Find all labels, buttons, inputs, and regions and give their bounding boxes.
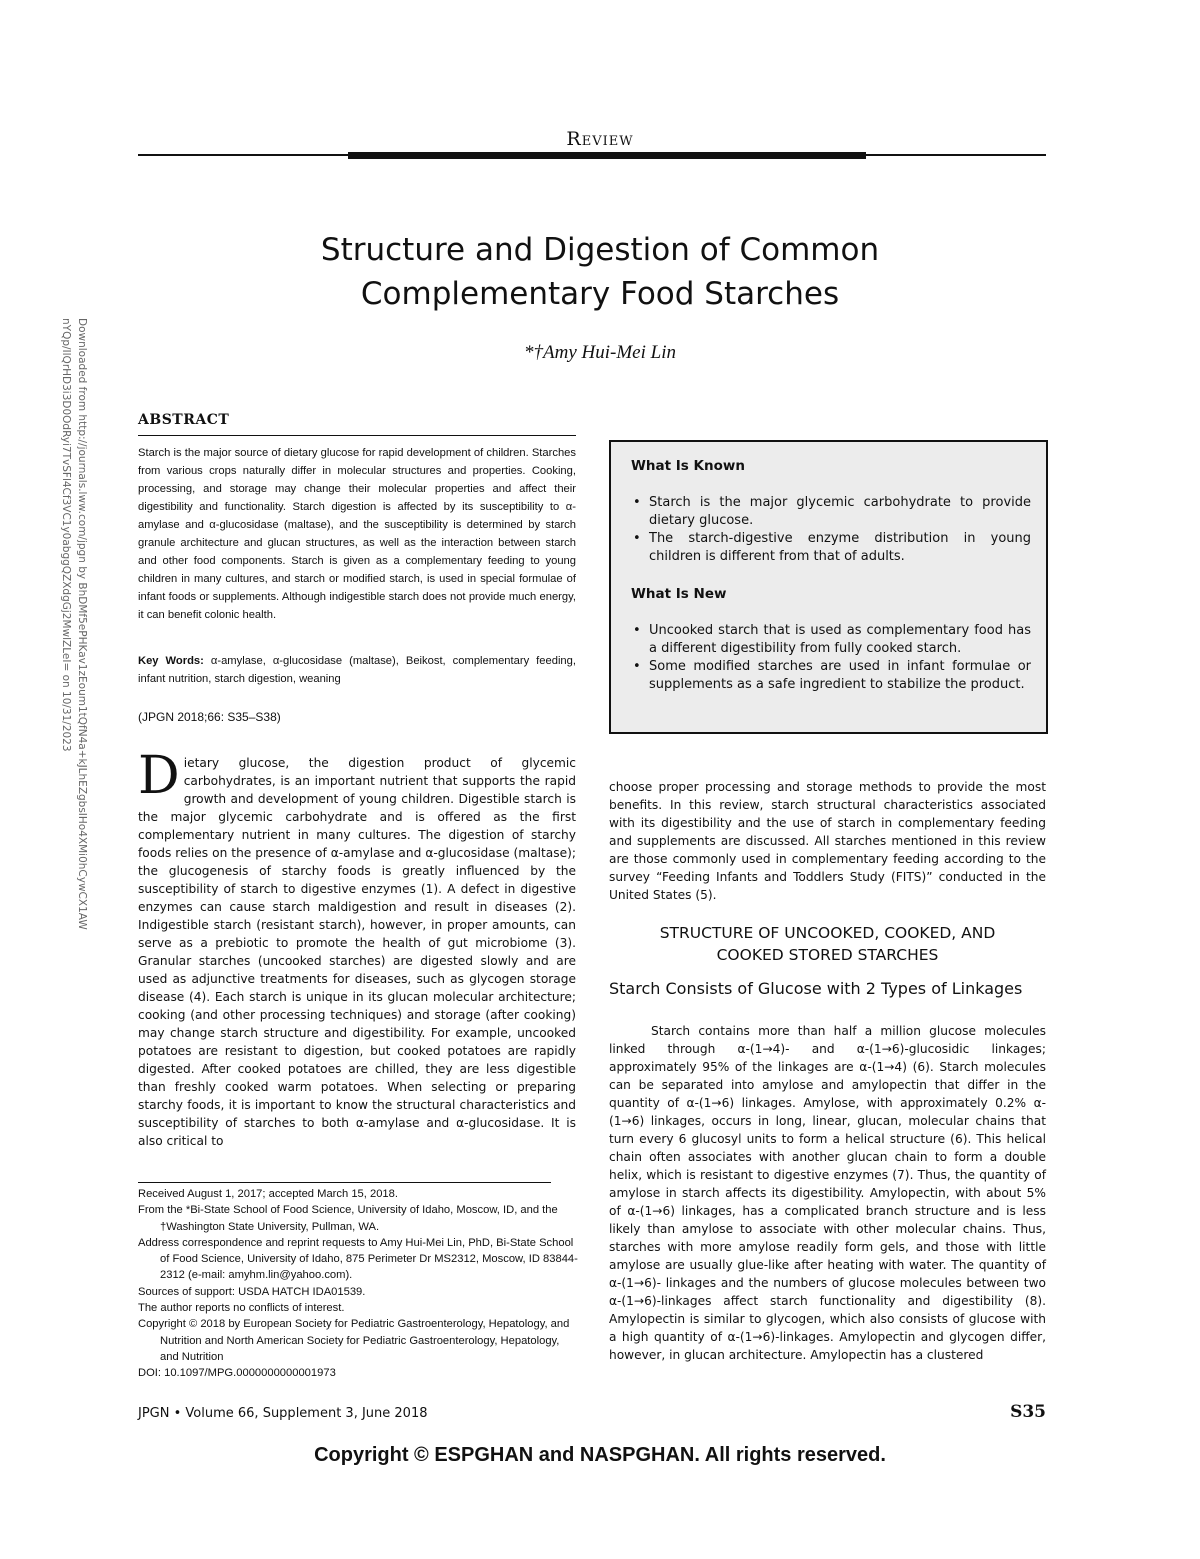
what-is-new-heading: What Is New [631,586,727,602]
footnotes [138,1186,578,1382]
footnote-rule [138,1182,551,1183]
journal-footer: JPGN • Volume 66, Supplement 3, June 2018 [138,1406,428,1421]
new-item: • Uncooked starch that is used as complementary food has a different digestibility from fully cooked starch. [631,622,1031,658]
footnote-correspondence: Address correspondence and reprint requests to Amy Hui-Mei Lin, PhD, Bi-State School of Food Science, University of Idaho, 875 Perimeter Dr MS2312, Moscow, ID 83844-2312 (e-mail: amyhm.lin@yahoo.com). [138,1236,578,1282]
author: *†Amy Hui-Mei Lin [524,342,676,363]
download-notice-line-2: nYQp/IlQrHD3i3D0OdRyi7TvSFl4Cf3VC1y0abggQZXdgGj2MwlZLeI= on 10/31/2023 [60,318,72,752]
intro-paragraph [138,746,576,1150]
footnote-doi: DOI: 10.1097/MPG.0000000000001973 [138,1367,336,1380]
citation: (JPGN 2018;66: S35–S38) [138,710,281,724]
abstract-text: Starch is the major source of dietary glucose for rapid development of children. Starches from various crops naturally differ in molecular structures and properties. Cooking, processing, and storage may change their molecular properties and affect their digestibility and functionality. Starch digestion is affected by its susceptibility to α-amylase and α-glucosidase (maltase), and the susceptibility is determined by starch granule architecture and glucan structures, as well as the interaction between starch and other food components. Starch is given as a complementary feeding to young children in many cultures, and starch or modified starch, is used in special formulae of infant foods or supplements. Although indigestible starch does not provide much energy, it can benefit colonic health. [138,447,576,621]
header-rule-thick [348,152,866,159]
what-is-new-list [631,622,1031,694]
key-points-box [609,440,1048,734]
known-item: • The starch-digestive enzyme distribution in young children is different from that of adults. [631,530,1031,566]
what-is-known-list [631,494,1031,566]
section-label: Review [566,128,634,150]
keywords-label: Key Words: [138,655,204,667]
keywords-text: α-amylase, α-glucosidase (maltase), Beikost, complementary feeding, infant nutrition, starch digestion, weaning [138,655,576,685]
dropcap: D [138,746,180,806]
footnote-received: Received August 1, 2017; accepted March 15, 2018. [138,1188,398,1200]
footnote-support: Sources of support: USDA HATCH IDA01539. [138,1285,366,1298]
section-paragraph: Starch contains more than half a million glucose molecules linked through α-(1→4)- and α-(1→6)-glucosidic linkages; approximately 95% of the linkages are α-(1→4) (6). Starch molecules can be separated into amylose and amylopectin that differ in the quantity of α-(1→6) linkages. Amylose, with approximately 0.2% α-(1→6) linkages, occurs in long, linear, glucan, molecular chains that turn every 6 glucosyl units to form a helical structure (6). This helical chain often associates with another glucan chain to form a double helix, which is resistant to digestive enzymes (7). Thus, the quantity of amylose in starch affects its digestibility. Amylopectin, with about 5% of α-(1→6) linkages, has a complicated branch structure and is less likely than amylose to associate with other molecular chains. Thus, starches with more amylose readily form gels, and those with little amylose are usually glue-like after heating with water. The quantity of α-(1→6)- linkages and the numbers of glucose molecules between two α-(1→6)-linkages affect starch functionality and digestibility (8). Amylopectin is similar to glycogen, which also consists of glucose with a high quantity of α-(1→6)-linkages. Amylopectin and glycogen differ, however, in glucan architecture. Amylopectin has a clustered [609,1024,1046,1362]
keywords [138,652,576,688]
new-item: • Some modified starches are used in infant formulae or supplements as a safe ingredient to stabilize the product. [631,658,1031,694]
section-heading [609,922,1046,966]
download-notice [60,318,122,930]
abstract-heading: ABSTRACT [138,412,230,428]
title-line-1: Structure and Digestion of Common [320,232,880,268]
what-is-known-heading: What Is Known [631,458,745,474]
footnote-conflicts: The author reports no conflicts of interest. [138,1302,345,1315]
section-heading-line-2: COOKED STORED STARCHES [716,946,939,964]
subsection-heading: Starch Consists of Glucose with 2 Types of Linkages [609,979,1023,998]
title-line-2: Complementary Food Starches [360,276,840,312]
section-heading-line-1: STRUCTURE OF UNCOOKED, COOKED, AND [659,924,996,942]
article-title [0,228,1200,316]
abstract-rule [138,435,576,436]
known-item: • Starch is the major glycemic carbohydrate to provide dietary glucose. [631,494,1031,530]
footnote-copyright: Copyright © 2018 by European Society for Pediatric Gastroenterology, Hepatology, and Nutrition and North American Society for Pediatric Gastroenterology, Hepatology, and Nutrition [138,1318,570,1363]
intro-text: ietary glucose, the digestion product of glycemic carbohydrates, is an important nutrient that supports the rapid growth and development of young children. Digestible starch is the major glycemic carbohydrate and is offered as the first complementary nutrient in many cultures. The digestion of starchy foods relies on the presence of α-amylase and α-glucosidase (maltase); the glucogenesis of starchy foods is greatly influenced by the susceptibility of starch to digestive enzymes (1). A defect in digestive enzymes can cause starch maldigestion and result in diseases (2). Indigestible starch (resistant starch), however, in proper amounts, can serve as a prebiotic to promote the health of gut microbiome (3). Granular starches (uncooked starches) are digested slowly and are used as adjunctive treatments for diseases, such as glycogen storage disease (4). Each starch is unique in its glucan molecular architecture; cooking (and other processing techniques) and storage (after cooking) may change starch structure and digestibility. For example, uncooked potatoes are resistant to digestion, but cooked potatoes are rapidly digested. After cooked potatoes are chilled, they are less digestible than freshly cooked warm potatoes. When selecting or preparing starchy foods, it is important to know the structural characteristics and susceptibility of starches to both α-amylase and α-glucosidase. It is also critical to [138,756,576,1148]
footnote-affiliation: From the *Bi-State School of Food Science, University of Idaho, Moscow, ID, and the †Washington State University, Pullman, WA. [138,1204,558,1233]
page-number: S35 [1010,1402,1046,1422]
download-notice-line-1: Downloaded from http://journals.lww.com/jpgn by BhDMf5ePHKav1zEoum1tQfN4a+kJLhEZgbsIHo4XMi0hCywCX1AW [76,318,88,930]
intro-continuation: choose proper processing and storage methods to provide the most benefits. In this review, starch structural characteristics associated with its digestibility and the use of starch in complementary feeding and supplements are discussed. All starches mentioned in this review are those commonly used in complementary feeding according to the survey “Feeding Infants and Toddlers Study (FITS)” conducted in the United States (5). [609,780,1046,902]
copyright-notice: Copyright © ESPGHAN and NASPGHAN. All rights reserved. [314,1444,886,1466]
section-body [609,1022,1046,1364]
